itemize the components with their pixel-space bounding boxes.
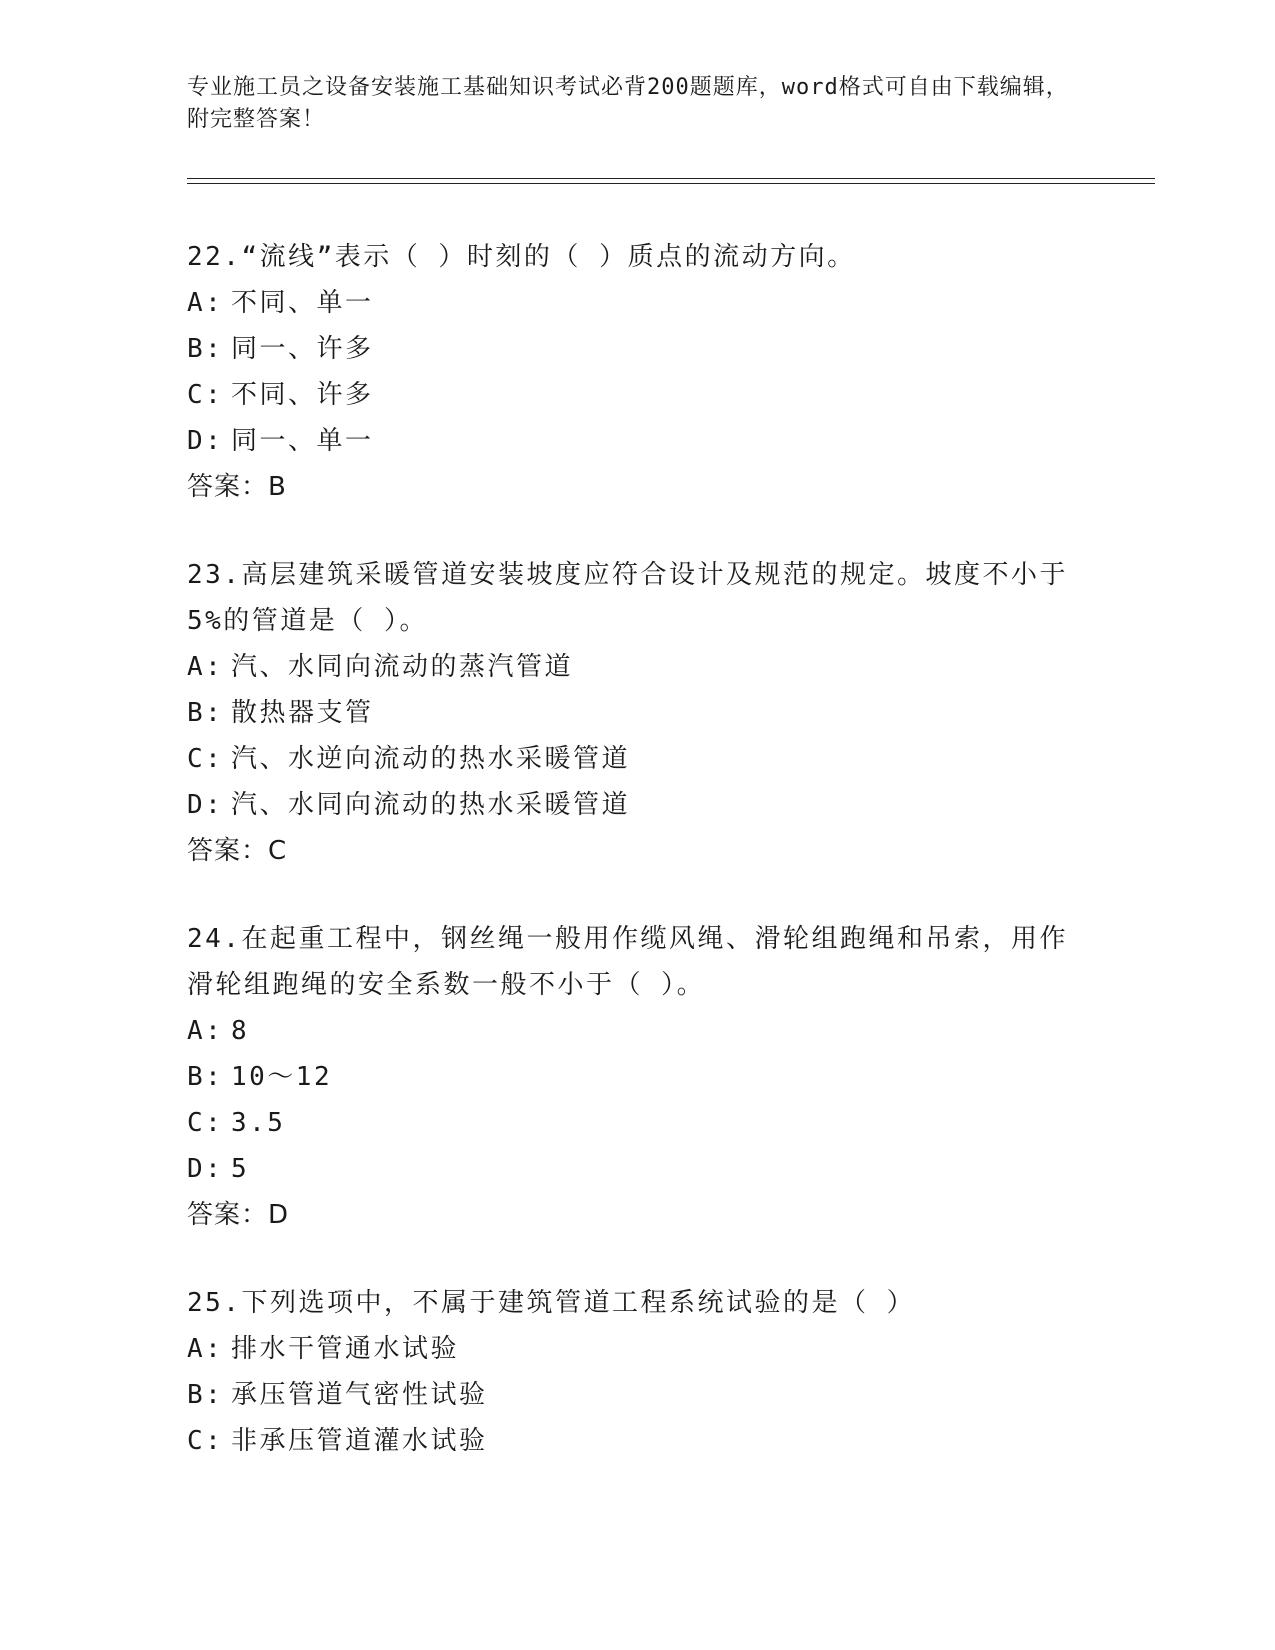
option-c: [187, 372, 1087, 418]
option-a: [187, 1008, 1087, 1054]
option-a: [187, 644, 1087, 690]
option-key: B:: [187, 334, 224, 364]
option-d: [187, 782, 1087, 828]
answer-line: 答案：C: [187, 836, 288, 866]
option-text: 不同、单一: [231, 288, 374, 318]
question-list: [187, 234, 1087, 1506]
question-stem: 22.“流线”表示（ ）时刻的（ ）质点的流动方向。: [187, 242, 856, 272]
option-key: B:: [187, 698, 224, 728]
question-23: [187, 552, 1087, 874]
header-rule-bottom: [187, 183, 1155, 184]
option-key: D:: [187, 790, 224, 820]
answer-line: 答案：B: [187, 472, 287, 502]
option-c: [187, 1418, 1087, 1464]
option-key: D:: [187, 426, 224, 456]
option-text: 8: [231, 1016, 250, 1046]
option-a: [187, 1326, 1087, 1372]
option-text: 散热器支管: [231, 698, 374, 728]
answer-line: 答案：D: [187, 1200, 290, 1230]
option-c: [187, 1100, 1087, 1146]
question-25: [187, 1280, 1087, 1464]
option-key: A:: [187, 652, 224, 682]
option-text: 汽、水同向流动的蒸汽管道: [231, 652, 574, 682]
question-stem: 25.下列选项中，不属于建筑管道工程系统试验的是（ ）: [187, 1288, 916, 1318]
option-text: 10～12: [231, 1062, 333, 1092]
option-key: A:: [187, 288, 224, 318]
option-key: B:: [187, 1062, 224, 1092]
option-b: [187, 326, 1087, 372]
option-text: 不同、许多: [231, 380, 374, 410]
option-text: 同一、许多: [231, 334, 374, 364]
option-text: 非承压管道灌水试验: [231, 1426, 488, 1456]
option-text: 汽、水同向流动的热水采暖管道: [231, 790, 631, 820]
document-header: 专业施工员之设备安装施工基础知识考试必背200题题库，word格式可自由下载编辑，附完整答案！: [187, 75, 1069, 132]
option-d: [187, 418, 1087, 464]
option-key: C:: [187, 1108, 224, 1138]
question-stem: 24.在起重工程中，钢丝绳一般用作缆风绳、滑轮组跑绳和吊索，用作滑轮组跑绳的安全系数一般不小于（ ）。: [187, 924, 1068, 1000]
option-key: C:: [187, 1426, 224, 1456]
option-text: 5: [231, 1154, 250, 1184]
option-key: A:: [187, 1016, 224, 1046]
option-b: [187, 1372, 1087, 1418]
option-a: [187, 280, 1087, 326]
header-rule-top: [187, 178, 1155, 179]
option-text: 同一、单一: [231, 426, 374, 456]
option-key: A:: [187, 1334, 224, 1364]
question-stem: 23.高层建筑采暖管道安装坡度应符合设计及规范的规定。坡度不小于5%的管道是（ ）。: [187, 560, 1068, 636]
option-key: C:: [187, 380, 224, 410]
option-key: B:: [187, 1380, 224, 1410]
option-text: 汽、水逆向流动的热水采暖管道: [231, 744, 631, 774]
option-text: 3.5: [231, 1108, 286, 1138]
question-22: [187, 234, 1087, 510]
option-c: [187, 736, 1087, 782]
question-24: [187, 916, 1087, 1238]
option-d: [187, 1146, 1087, 1192]
option-key: D:: [187, 1154, 224, 1184]
option-key: C:: [187, 744, 224, 774]
option-text: 承压管道气密性试验: [231, 1380, 488, 1410]
option-text: 排水干管通水试验: [231, 1334, 460, 1364]
option-b: [187, 690, 1087, 736]
option-b: [187, 1054, 1087, 1100]
